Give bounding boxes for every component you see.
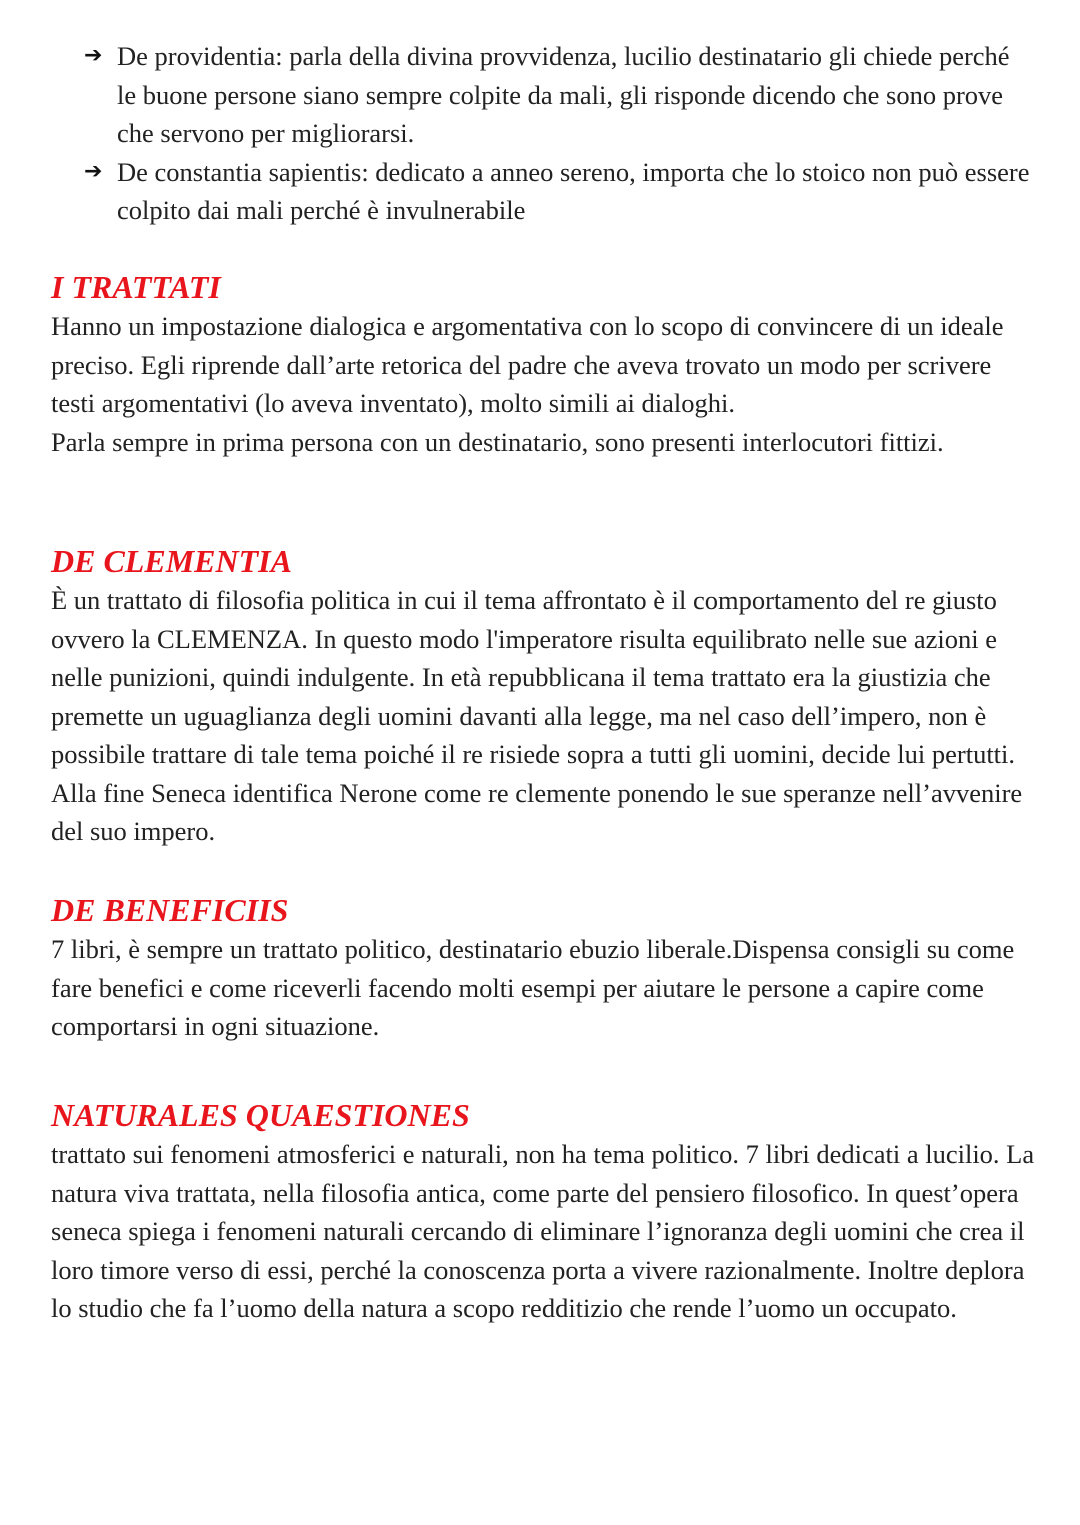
arrow-right-icon: ➔ bbox=[84, 158, 103, 184]
bullet-text: De providentia: parla della divina provvidenza, lucilio destinatario gli chiede perché le buone persone siano sempre colpite da mali, gli risponde dicendo che sono prove che servono per migliorarsi. bbox=[117, 41, 1010, 148]
section-i-trattati bbox=[51, 267, 1036, 461]
arrow-right-icon: ➔ bbox=[84, 43, 103, 68]
paragraph-text: Parla sempre in prima persona con un destinatario, sono presenti interlocutori fittizi. bbox=[51, 426, 944, 457]
bullet-list bbox=[84, 37, 1034, 230]
section-paragraph: trattato sui fenomeni atmosferici e naturali, non ha tema politico. 7 libri dedicati a lucilio. La natura viva trattata, nella filosofia antica, come parte del pensiero filosofico. In quest’opera seneca spiega i fenomeni naturali cercando di eliminare l’ignoranza degli uomini che crea il loro timore verso di essi, perché la conoscenza porta a vivere razionalmente. Inoltre deplora lo studio che fa l’uomo della natura a scopo redditizio che rende l’uomo un occupato. bbox=[51, 1139, 1035, 1323]
bullet-text: De constantia sapientis: dedicato a anneo sereno, importa che lo stoico non può essere colpito dai mali perché è invulnerabile bbox=[117, 156, 1030, 225]
paragraph-text: Hanno un impostazione dialogica e argomentativa con lo scopo di convincere di un ideale preciso. Egli riprende dall’arte retorica del padre che aveva trovato un modo per scrivere testi argomentativi (lo aveva inventato), molto simili ai dialoghi. bbox=[51, 311, 1004, 418]
section-paragraph bbox=[51, 307, 1036, 461]
bullet-item bbox=[84, 37, 1034, 153]
section-paragraph: È un trattato di filosofia politica in cui il tema affrontato è il comportamento del re giusto ovvero la CLEMENZA. In questo modo l'imperatore risulta equilibrato nelle sue azioni e nelle punizioni, quindi indulgente. In età repubblicana il tema trattato era la giustizia che premette un uguaglianza degli uomini davanti alla legge, ma nel caso dell’impero, non è possibile trattare di tale tema poiché il re risiede sopra a tutti gli uomini, decide lui pertutti. Alla fine Seneca identifica Nerone come re clemente ponendo le sue speranze nell’avvenire del suo impero. bbox=[51, 585, 1023, 846]
bullet-item bbox=[84, 153, 1034, 230]
section-heading: I TRATTATI bbox=[51, 269, 221, 305]
section-heading: NATURALES QUAESTIONES bbox=[51, 1097, 470, 1133]
section-de-clementia bbox=[51, 541, 1036, 851]
section-de-beneficiis bbox=[51, 890, 1036, 1046]
section-naturales-quaestiones bbox=[51, 1095, 1036, 1328]
section-paragraph: 7 libri, è sempre un trattato politico, destinatario ebuzio liberale.Dispensa consigli su come fare benefici e come riceverli facendo molti esempi per aiutare le persone a capire come comportarsi in ogni situazione. bbox=[51, 934, 1015, 1041]
section-heading: DE CLEMENTIA bbox=[51, 543, 292, 579]
section-heading: DE BENEFICIIS bbox=[51, 892, 289, 928]
